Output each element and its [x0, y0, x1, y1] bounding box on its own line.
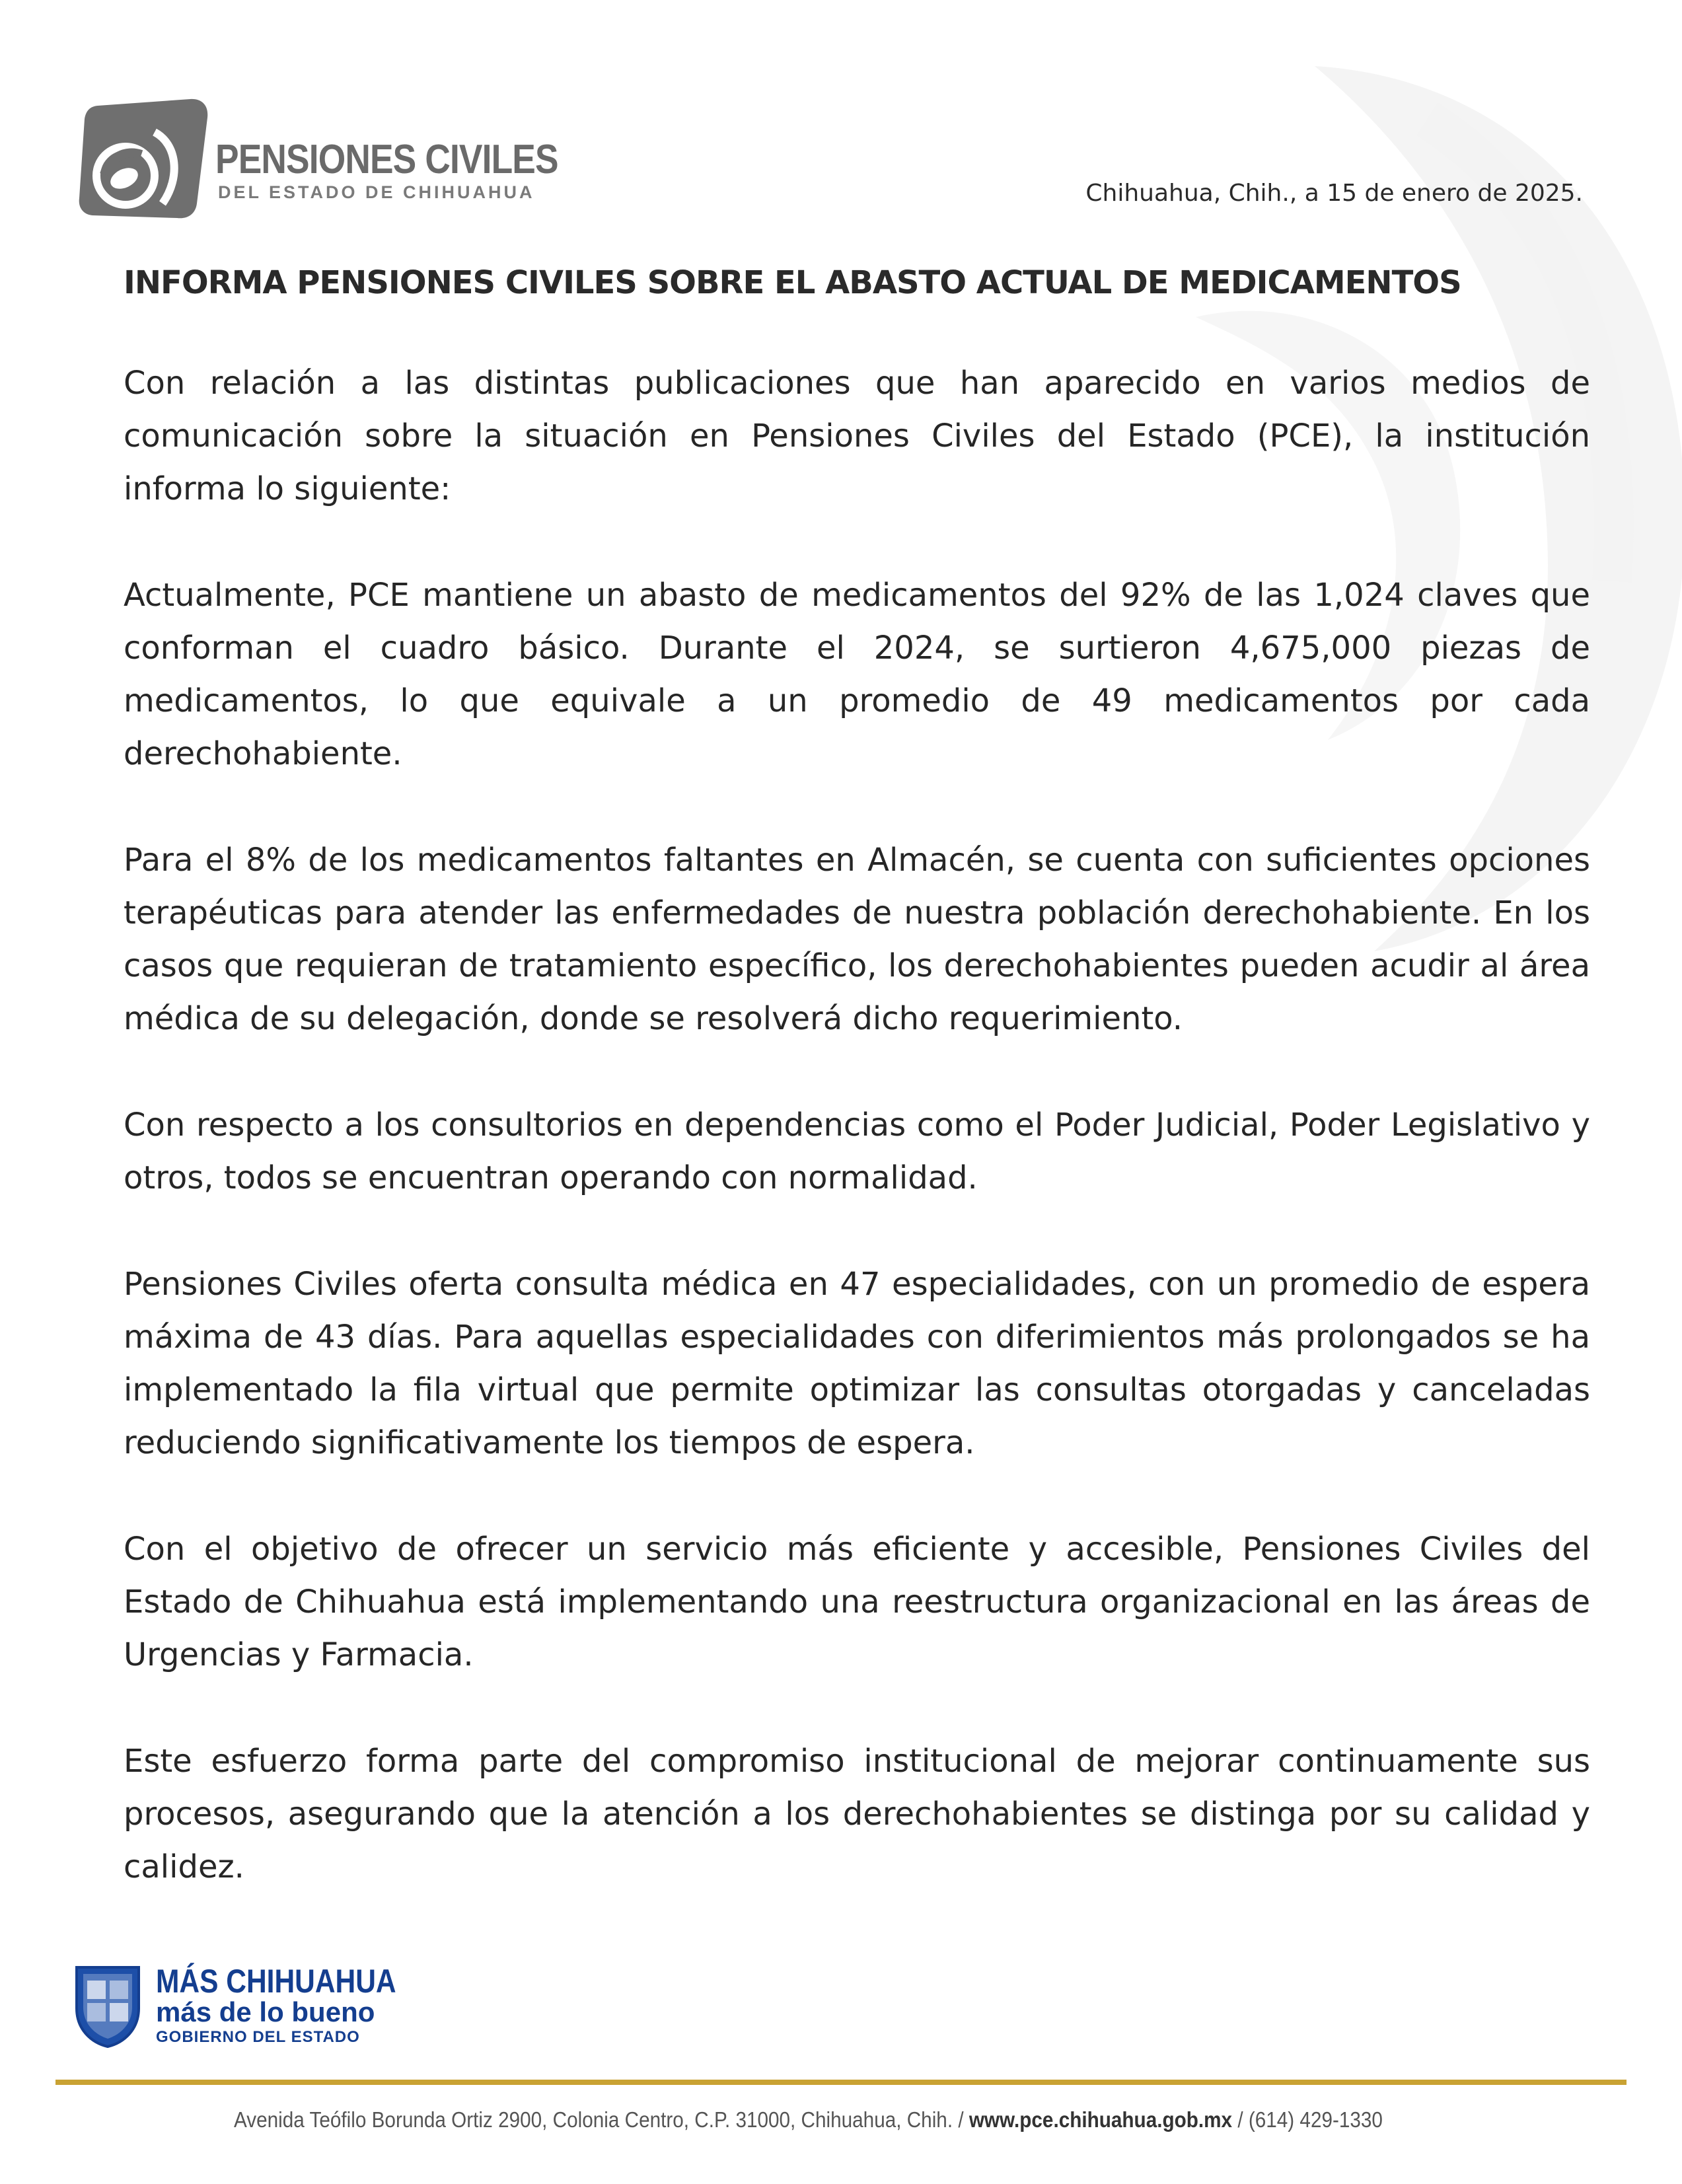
press-release-body — [124, 357, 1590, 1947]
footer-logo-line-1: MÁS CHIHUAHUA — [156, 1963, 396, 2000]
logo-subtitle: DEL ESTADO DE CHIHUAHUA — [218, 182, 535, 202]
paragraph-5: Pensiones Civiles oferta consulta médica en 47 especialidades, con un promedio de espera máxima de 43 días. Para aquellas especialidades con diferimientos más prolongados se ha implementado la fila virtual que permite optimizar las consultas otorgadas y canceladas reduciendo significativamente los tiempos de espera. — [124, 1266, 1590, 1461]
footer-logo-line-3: GOBIERNO DEL ESTADO — [156, 2028, 360, 2046]
phone-text: / (614) 429-1330 — [1232, 2107, 1383, 2132]
footer-logo-line-2: más de lo bueno — [156, 1996, 375, 2027]
paragraph-2: Actualmente, PCE mantiene un abasto de medicamentos del 92% de las 1,024 claves que conforman el cuadro básico. Durante el 2024, se surtieron 4,675,000 piezas de medicamentos, lo que equivale a un promedio de 49 medicamentos por cada derechohabiente. — [124, 577, 1590, 772]
paragraph-3: Para el 8% de los medicamentos faltantes en Almacén, se cuenta con suficientes opciones terapéuticas para atender las enfermedades de nuestra población derechohabiente. En los casos que requieran de tratamiento específico, los derechohabientes pueden acudir al área médica de su delegación, donde se resolverá dicho requerimiento. — [124, 842, 1590, 1037]
footer-logo — [73, 1962, 469, 2055]
logo-title: PENSIONES CIVILES — [215, 137, 558, 182]
page-title: INFORMA PENSIONES CIVILES SOBRE EL ABASTO ACTUAL DE MEDICAMENTOS — [124, 264, 1461, 301]
header-logo — [78, 92, 558, 225]
paragraph-4: Con respecto a los consultorios en dependencias como el Poder Judicial, Poder Legislativo y otros, todos se encuentran operando con normalidad. — [124, 1107, 1590, 1196]
website-link[interactable]: www.pce.chihuahua.gob.mx — [969, 2107, 1233, 2132]
address-text: Avenida Teófilo Borunda Ortiz 2900, Colonia Centro, C.P. 31000, Chihuahua, Chih. / — [234, 2107, 969, 2132]
footer-divider — [55, 2080, 1627, 2085]
pensiones-civiles-logo-icon — [78, 98, 210, 219]
paragraph-7: Este esfuerzo forma parte del compromiso institucional de mejorar continuamente sus procesos, asegurando que la atención a los derechohabientes se distinga por su calidad y calidez. — [124, 1743, 1590, 1885]
paragraph-1: Con relación a las distintas publicaciones que han aparecido en varios medios de comunicación sobre la situación en Pensiones Civiles del Estado (PCE), la institución informa lo siguiente: — [124, 365, 1590, 507]
chihuahua-shield-icon — [73, 1962, 143, 2048]
paragraph-6: Con el objetivo de ofrecer un servicio más eficiente y accesible, Pensiones Civiles del Estado de Chihuahua está implementando una reestructura organizacional en las áreas de Urgencias y Farmacia. — [124, 1531, 1590, 1673]
date-line: Chihuahua, Chih., a 15 de enero de 2025. — [1085, 180, 1583, 207]
footer-address — [234, 2107, 1383, 2132]
